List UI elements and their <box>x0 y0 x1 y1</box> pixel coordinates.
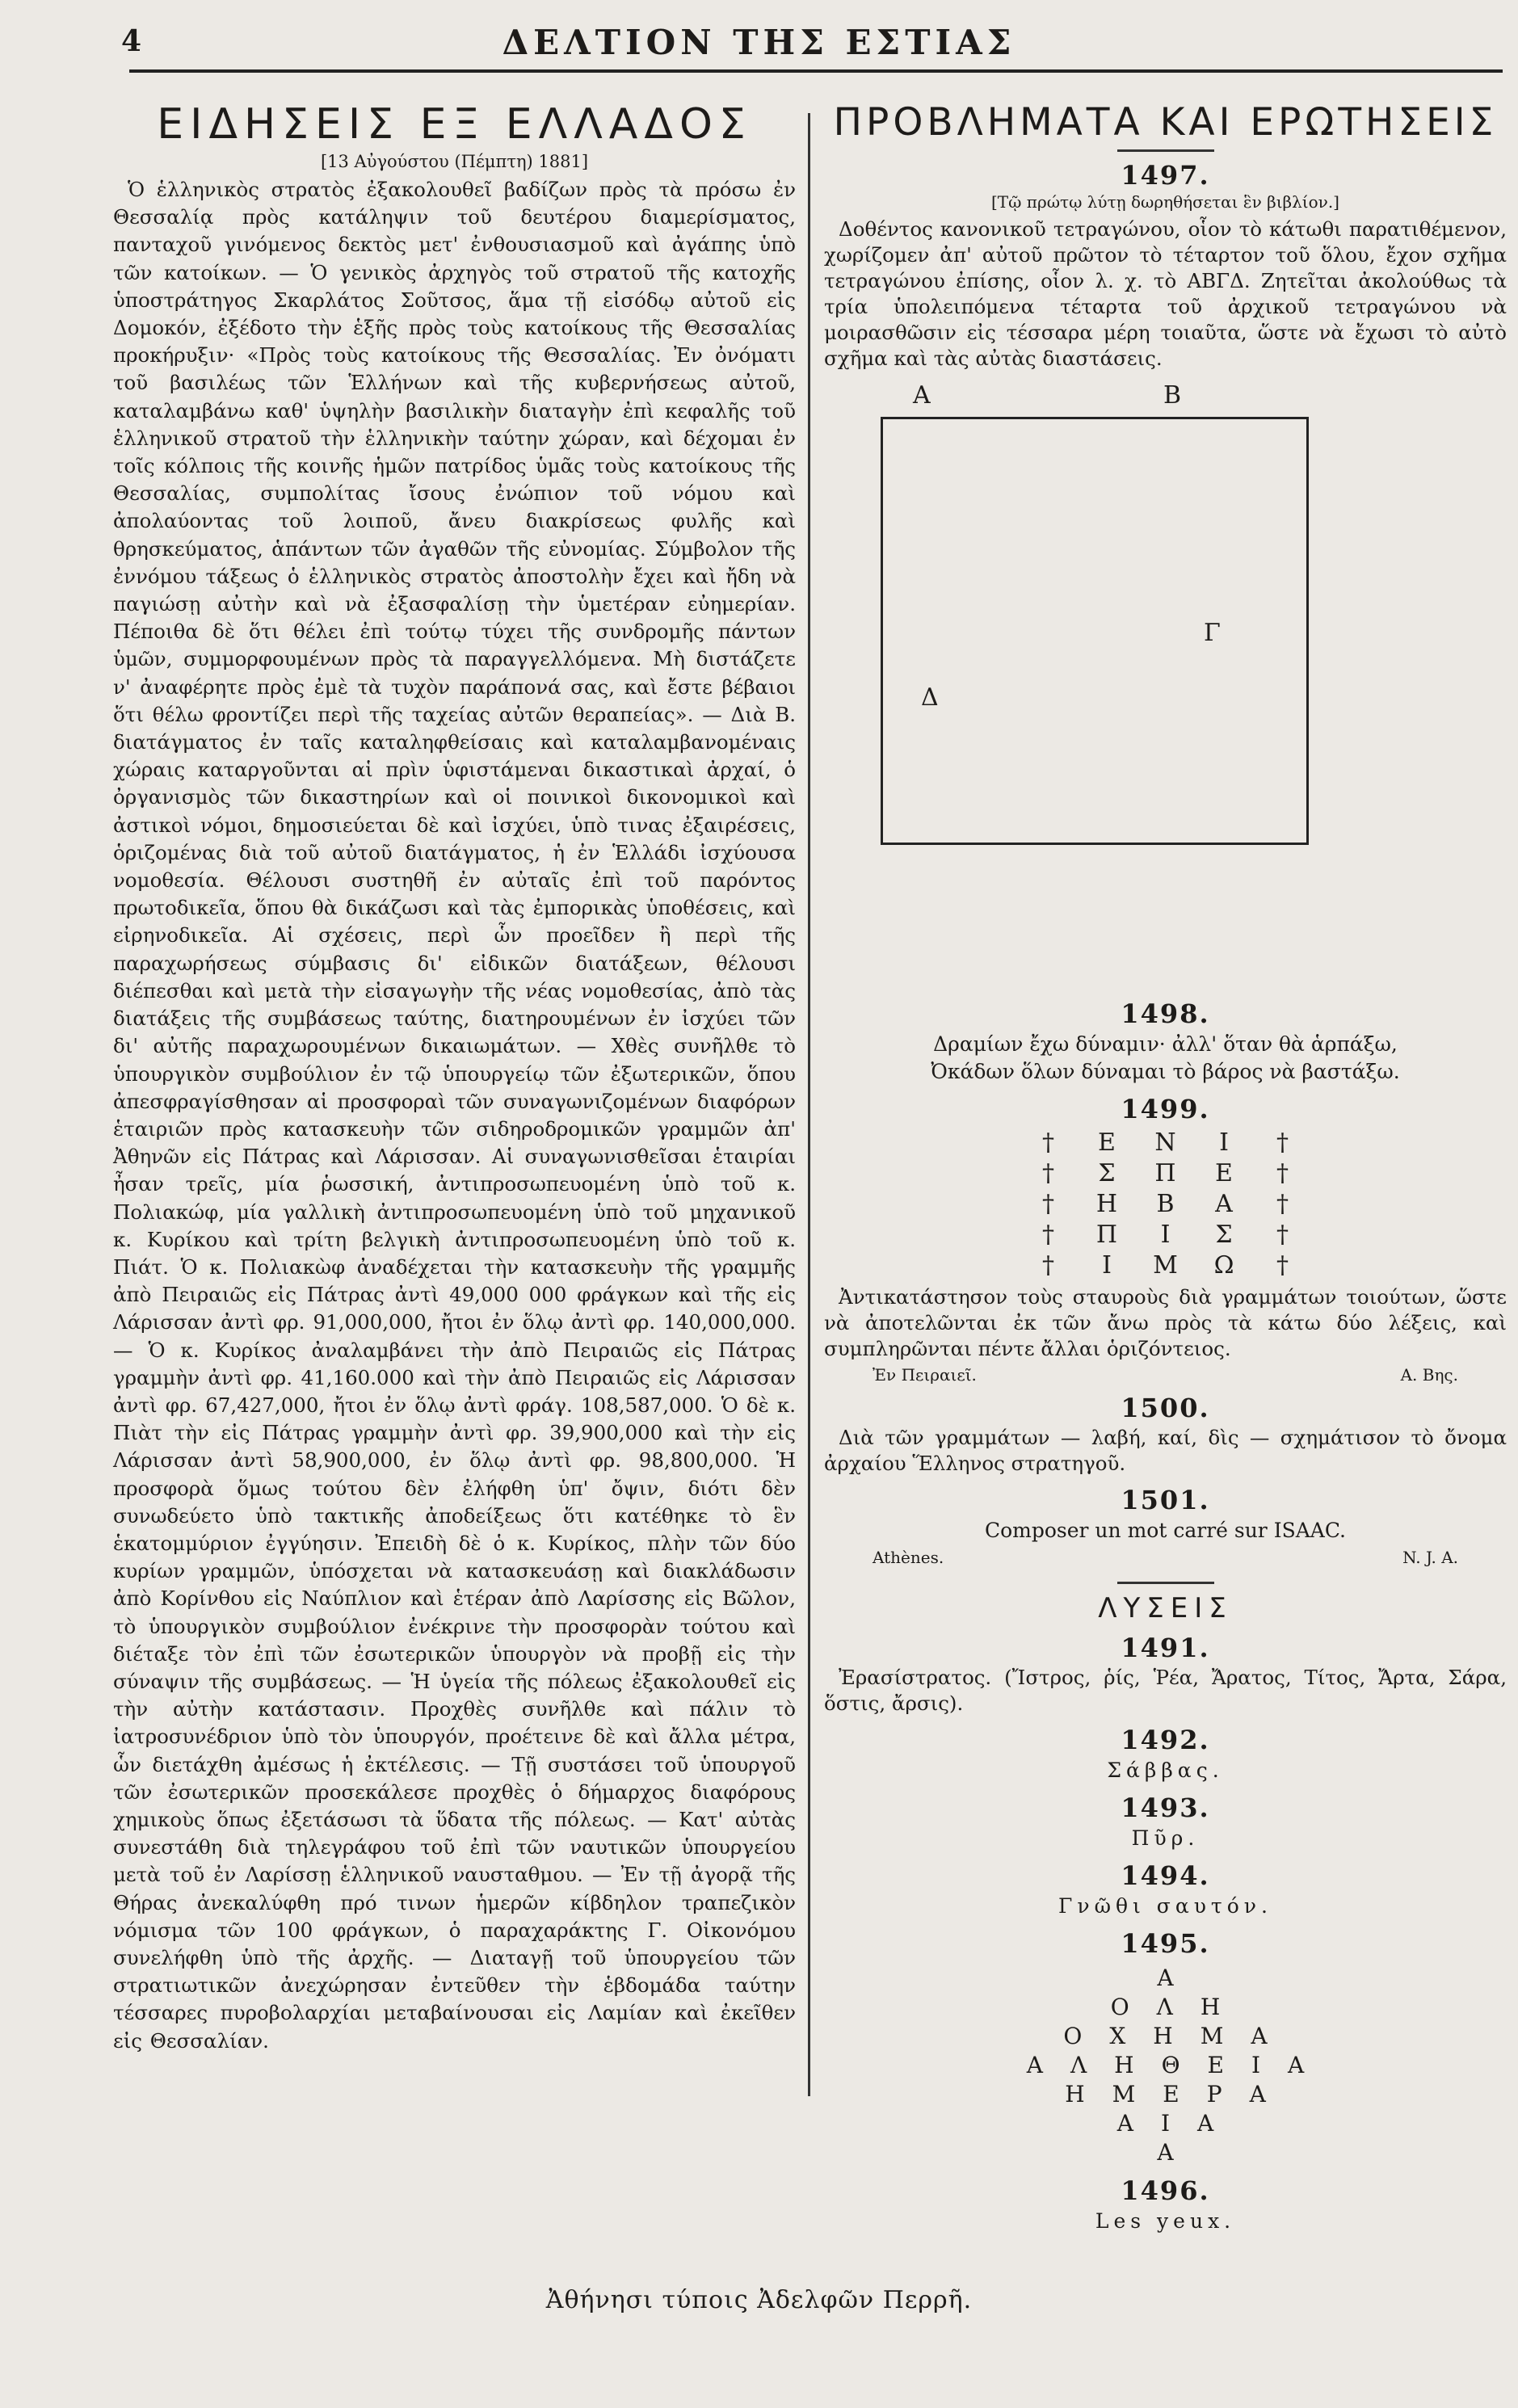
square-diagram <box>881 417 1309 845</box>
pyramid-row: ΟΛΗ <box>1110 1994 1248 2020</box>
news-body: Ὁ ἑλληνικὸς στρατὸς ἐξακολουθεῖ βαδίζων πρὸς τὰ πρόσω ἐν Θεσσαλίᾳ πρὸς κατάληψιν τοῦ δευτέρου διαμερίσματος, πανταχοῦ γινόμενος δεκτὸς μετ' ἐνθουσιασμοῦ καὶ ἀγάπης ὑπὸ τῶν κατοίκων. — Ὁ γενικὸς ἀρχηγὸς τοῦ στρατοῦ τῆς κατοχῆς ὑποστράτηγος Σκαρλάτος Σοῦτσος, ἅμα τῇ εἰσόδῳ αὐτοῦ εἰς Δομοκόν, ἐξέδοτο τὴν ἑξῆς πρὸς τοὺς κατοίκους τῆς Θεσσαλίας προκήρυξιν· «Πρὸς τοὺς κατοίκους τῆς Θεσσαλίας. Ἐν ὀνόματι τοῦ βασιλέως τῶν Ἑλλήνων καὶ τῆς κυβερνήσεως αὐτοῦ, καταλαμβάνω καθ' ὑψηλὴν βασιλικὴν διαταγὴν ἐπὶ κεφαλῆς τοῦ ἑλληνικοῦ στρατοῦ τὴν ἑλληνικὴν ταύτην χώραν, καὶ δέχομαι ἐν τοῖς κόλποις τῆς κοινῆς ἡμῶν πατρίδος ὑμᾶς τοὺς κατοίκους τῆς Θεσσαλίας, συμπολίτας ἴσους ἐνώπιον τοῦ νόμου καὶ ἀπολαύοντας τοῦ λοιποῦ, ἄνευ διακρίσεως φυλῆς καὶ θρησκεύματος, ἁπάντων τῶν ἀγαθῶν τῆς εὐνομίας. Σύμβολον τῆς ἐννόμου τάξεως ὁ ἑλληνικὸς στρατὸς ἀποστολὴν ἔχει καὶ ἤδη νὰ παγιώσῃ αὐτὴν καὶ νὰ ἐξασφαλίσῃ τὴν ὑμετέραν εὐημερίαν. Πέποιθα δὲ ὅτι θέλει ἐπὶ τούτῳ τύχει τῆς συνδρομῆς πάντων ὑμῶν, συμμορφουμένων πρὸς τὰ παραγγελλόμενα. Μὴ διστάζετε ν' ἀναφέρητε πρὸς ἐμὲ τὰ τυχὸν παράπονά σας, καὶ ἔστε βέβαιοι ὅτι θέλω φροντίζει περὶ τῆς ταχείας αὐτῶν θεραπείας». — Διὰ Β. διατάγματος ἐν ταῖς καταληφθείσαις καὶ καταλαμβανομέναις χώραις καταργοῦνται αἱ πρὶν ὑφιστάμεναι δικαστικαὶ ἀρχαί, ὁ ὀργανισμὸς τῶν δικαστηρίων καὶ οἱ ποινικοὶ δικονομικοὶ καὶ ἀστικοὶ νόμοι, δημοσιεύεται δὲ καὶ ἰσχύει, ὑπὸ τινας ἐξαιρέσεις, ὁριζομένας διὰ τοῦ αὐτοῦ διατάγματος, ἡ ἐν Ἑλλάδι ἰσχύουσα νομοθεσία. Θέλουσι συστηθῆ ἐν αὐταῖς ἐπὶ τοῦ παρόντος πρωτοδικεῖα, ὅπου θὰ δικάζωσι καὶ τὰς ἐμπορικὰς ὑποθέσεις, καὶ εἰρηνοδικεῖα. Αἱ σχέσεις, περὶ ὧν προεῖδεν ἢ περὶ τῆς παραχωρήσεως σύμβασις δι' εἰδικῶν διατάξεων, θέλουσι διέπεσθαι καὶ μετὰ τὴν εἰσαγωγὴν τῆς νέας νομοθεσίας, ἀπὸ τὰς διατάξεις τῆς συμβάσεως ταύτης, διατηρουμένων ἐν ἰσχύει τῶν δι' αὐτῆς παραχωρουμένων δικαιωμάτων. — Χθὲς συνῆλθε τὸ ὑπουργικὸν συμβούλιον ἐν τῷ ὑπουργείῳ τῶν ἐξωτερικῶν, ὅπου ἀπεσφραγίσθησαν αἱ προσφοραὶ τῶν συναγωνιζομένων διαφόρων ἑταιριῶν πρὸς κατασκευὴν τῶν σιδηροδρομικῶν γραμμῶν ἀπ' Ἀθηνῶν εἰς Πάτρας καὶ Λάρισσαν. Αἱ συναγωνισθεῖσαι ἑταιρίαι ἦσαν τρεῖς, μία ῥωσσική, ἀντιπροσωπευομένη ὑπὸ τοῦ κ. Πολιακώφ, μία γαλλικὴ ἀντιπροσωπευομένη ὑπὸ τοῦ μηχανικοῦ κ. Κυρίκου καὶ τρίτη βελγικὴ ἀντιπροσωπευομένη ὑπὸ τοῦ κ. Πιάτ. Ὁ κ. Πολιακὼφ ἀναδέχεται τὴν κατασκευὴν τῆς γραμμῆς ἀπὸ Πειραιῶς εἰς Πάτρας ἀντὶ 49,000 000 φράγκων καὶ τῆς εἰς Λάρισσαν ἀντὶ φρ. 91,000,000, ἤτοι ἐν ὅλῳ ἀντὶ φρ. 140,000,000. — Ὁ κ. Κυρίκος ἀναλαμβάνει τὴν ἀπὸ Πειραιῶς εἰς Πάτρας γραμμὴν ἀντὶ φρ. 41,160.000 καὶ τὴν ἀπὸ Πειραιῶς εἰς Λάρισσαν ἀντὶ φρ. 67,427,000, ἤτοι ἐν ὅλῳ ἀντὶ φράγ. 108,587,000. Ὁ δὲ κ. Πιὰτ τὴν εἰς Πάτρας γραμμὴν ἀντὶ φρ. 39,900,000 καὶ τὴν εἰς Λάρισσαν ἀντὶ 58,900,000, ἐν ὅλῳ ἀντὶ φρ. 98,800,000. Ἡ προσφορὰ ὅμως τούτου δὲν ἐλήφθη ὑπ' ὄψιν, διότι δὲν συνωδεύετο ὑπὸ τακτικῆς ἀποδείξεως ὅτι κατέθηκε τὸ ἓν ἑκατομμύριον ἐγγύησιν. Ἐπειδὴ δὲ ὁ κ. Κυρίκος, πλὴν τῶν δύο κυρίων γραμμῶν, ὑπόσχεται νὰ κατασκευάσῃ καὶ διακλάδωσιν ἀπὸ Κορίνθου εἰς Ναύπλιον καὶ ἑτέραν ἀπὸ Λαρίσσης εἰς Βῶλον, τὸ ὑπουργικὸν συμβούλιον ἐνέκρινε τὴν προσφορὰν τούτου καὶ διέταξε τὸν ἐπὶ τῶν ἐσωτερικῶν ὑπουργὸν νὰ προβῇ εἰς τὴν σύναψιν τῆς συμβάσεως. — Ἡ ὑγεία τῆς πόλεως ἐξακολουθεῖ εἰς τὴν αὐτὴν κατάστασιν. Προχθὲς συνῆλθε καὶ πάλιν τὸ ἰατροσυνέδριον ὑπὸ τὸν ὑπουργόν, προέτεινε δὲ καὶ ἄλλα μέτρα, ὧν διετάχθη ἀμέσως ἡ ἐκτέλεσις. — Τῇ συστάσει τοῦ ὑπουργοῦ τῶν ἐσωτερικῶν προσεκάλεσε προχθὲς ὁ δήμαρχος διαφόρους χημικοὺς ὅπως ἐξετάσωσι τὰ ὕδατα τῆς πόλεως. — Κατ' αὐτὰς συνεστάθη διὰ τηλεγράφου τοῦ ἐπὶ τῶν ναυτικῶν ὑπουργείου μετὰ τοῦ ἐν Λαρίσσῃ ἑλληνικοῦ ναυσταθμου. — Ἐν τῇ ἀγορᾷ τῆς Θήρας ἀνεκαλύφθη πρό τινων ἡμερῶν κίβδηλον τραπεζικὸν νόμισμα τῶν 100 φράγκων, ὁ παραχαράκτης Γ. Οἰκονόμου συνελήφθη ὑπὸ τῆς ἀρχῆς. — Διαταγῇ τοῦ ὑπουργείου τῶν στρατιωτικῶν ἀνεχώρησαν ἐντεῦθεν τὴν ἑβδομάδα ταύτην τέσσαρες πυροβολαρχίαι μεταβαίνουσαι εἰς Λαμίαν καὶ ἐκεῖθεν εἰς Θεσσαλίαν. <box>113 178 796 2053</box>
problem-1497-number: 1497. <box>1121 160 1210 191</box>
cross-cell: † <box>1276 1128 1289 1157</box>
problem-1499-author: Α. Βης. <box>1400 1365 1458 1385</box>
solution-1493-number: 1493. <box>1121 1792 1210 1823</box>
problem-1501-author: N. J. A. <box>1402 1548 1458 1567</box>
cross-cell: Ι <box>1160 1221 1171 1249</box>
cross-puzzle-grid <box>1028 1128 1303 1281</box>
problem-1497-note: [Τῷ πρώτῳ λύτῃ δωρηθήσεται ἓν βιβλίον.] <box>991 192 1339 212</box>
solution-1494-text: Γνῶθι σαυτόν. <box>1058 1894 1272 1918</box>
problem-1500-number: 1500. <box>1121 1393 1210 1423</box>
journal-title: ΔΕΛΤΙΟΝ ΤΗΣ ΕΣΤΙΑΣ <box>502 23 1016 62</box>
problem-1497-text: Δοθέντος κανονικοῦ τετραγώνου, οἷον τὸ κάτωθι παρατιθέμενον, χωρίζομεν ἀπ' αὐτοῦ πρῶτον τὸ τέταρτον τοῦ ὅλου, ἔχον σχῆμα τετραγώνου ἐπίσης, οἷον λ. χ. τὸ ΑΒΓΔ. Ζητεῖται ἀκολούθως τὰ τρία ὑπολειπόμενα τέταρτα τοῦ ἀρχικοῦ τετραγώνου νὰ μοιρασθῶσιν εἰς τέσσαρα μέρη τοιαῦτα, ὥστε νὰ ἔχωσι τὸ αὐτὸ σχῆμα καὶ τὰς αὐτὰς διαστάσεις. <box>824 217 1507 370</box>
solution-1493-text: Πῦρ. <box>1131 1826 1200 1850</box>
news-column <box>113 97 796 2055</box>
cross-cell: † <box>1042 1128 1054 1157</box>
solution-1495-pyramid <box>852 1964 1507 2167</box>
cross-cell: † <box>1276 1190 1289 1218</box>
pyramid-row: ΑΙΑ <box>1116 2110 1242 2137</box>
cross-row <box>1028 1250 1303 1281</box>
label-d: Δ <box>921 683 939 712</box>
solution-1495-number: 1495. <box>1121 1928 1210 1959</box>
cross-cell: † <box>1042 1251 1054 1280</box>
problem-1501-place: Athènes. <box>873 1548 944 1567</box>
page-number: 4 <box>121 24 142 58</box>
cross-cell: Α <box>1215 1190 1233 1218</box>
cross-cell: Η <box>1095 1190 1118 1218</box>
pyramid-row: ΗΜΕΡΑ <box>1065 2081 1293 2108</box>
cross-row <box>1028 1220 1303 1250</box>
problem-1498-line1: Δραμίων ἔχω δύναμιν· ἀλλ' ὅταν θὰ ἁρπάξω, <box>933 1032 1398 1056</box>
cross-cell: Σ <box>1098 1159 1116 1187</box>
cross-cell: Ε <box>1098 1128 1116 1157</box>
problem-1501-byline <box>873 1548 1458 1567</box>
cross-cell: Π <box>1095 1221 1118 1249</box>
pyramid-row: ΟΧΗΜΑ <box>1063 2023 1295 2049</box>
cross-cell: † <box>1042 1190 1054 1218</box>
header-rule <box>129 69 1503 73</box>
solutions-rule <box>1117 1582 1214 1584</box>
problem-1501-text: Composer un mot carré sur ISAAC. <box>984 1519 1347 1542</box>
solution-1491-number: 1491. <box>1121 1633 1210 1663</box>
label-g: Γ <box>1204 619 1221 647</box>
title-rule <box>1117 149 1214 152</box>
problem-1499-number: 1499. <box>1121 1094 1210 1124</box>
solution-1494-number: 1494. <box>1121 1860 1210 1891</box>
cross-row <box>1028 1128 1303 1158</box>
solution-1496-number: 1496. <box>1121 2175 1210 2206</box>
cross-cell: † <box>1276 1221 1289 1249</box>
problem-1500-text: Διὰ τῶν γραμμάτων — λαβή, καί, δὶς — σχημάτισον τὸ ὄνομα ἀρχαίου Ἕλληνος στρατηγοῦ. <box>824 1426 1507 1475</box>
cross-cell: † <box>1042 1159 1054 1187</box>
solution-1496-text: Les yeux. <box>1095 2209 1236 2233</box>
cross-cell: Ω <box>1213 1251 1234 1280</box>
pyramid-row: ΑΛΗΘΕΙΑ <box>1026 2052 1332 2078</box>
problem-1501-number: 1501. <box>1121 1485 1210 1515</box>
cross-cell: Μ <box>1153 1251 1178 1280</box>
problem-1498-number: 1498. <box>1121 998 1210 1029</box>
square-figure <box>824 376 1507 990</box>
pyramid-row: Α <box>1157 2139 1201 2166</box>
label-a: Α <box>913 381 931 410</box>
problem-1499-place: Ἐν Πειραιεῖ. <box>873 1365 977 1385</box>
cross-cell: Σ <box>1215 1221 1233 1249</box>
imprint-footer: Ἀθήνησι τύποις Ἀδελφῶν Περρῆ. <box>545 2286 973 2314</box>
problems-title: ΠΡΟΒΛΗΜΑΤΑ ΚΑΙ ΕΡΩΤΗΣΕΙΣ <box>833 100 1498 145</box>
cross-cell: Ι <box>1102 1251 1112 1280</box>
news-date: [13 Αὐγούστου (Πέμπτη) 1881] <box>320 152 589 171</box>
solution-1492-text: Σάββας. <box>1107 1759 1224 1782</box>
page-header <box>0 18 1518 66</box>
cross-cell: Β <box>1156 1190 1175 1218</box>
column-divider <box>808 113 810 2096</box>
problem-1498-line2: Ὀκάδων ὅλων δύναμαι τὸ βάρος νὰ βαστάξω. <box>931 1060 1400 1083</box>
cross-cell: † <box>1276 1159 1289 1187</box>
cross-row <box>1028 1158 1303 1189</box>
cross-cell: Ε <box>1215 1159 1233 1187</box>
problem-1499-byline <box>873 1365 1458 1385</box>
problems-column <box>824 97 1507 2235</box>
cross-row <box>1028 1189 1303 1220</box>
cross-cell: † <box>1042 1221 1054 1249</box>
news-title: ΕΙΔΗΣΕΙΣ ΕΞ ΕΛΛΑΔΟΣ <box>157 100 752 149</box>
pyramid-row: Α <box>1157 1965 1201 1991</box>
cross-cell: Π <box>1154 1159 1176 1187</box>
solutions-title: ΛΥΣΕΙΣ <box>1098 1592 1233 1624</box>
problem-1499-text: Ἀντικατάστησον τοὺς σταυροὺς διὰ γραμμάτων τοιούτων, ὥστε νὰ ἀποτελῶνται ἐκ τῶν ἄνω πρὸς τὰ κάτω δύο λέξεις, καὶ συμπληρῶνται πέντε ἄλλαι ὁριζόντειος. <box>824 1285 1507 1360</box>
solution-1491-text: Ἐρασίστρατος. (Ἴστρος, ῥίς, Ῥέα, Ἄρατος, Τίτος, Ἄρτα, Σάρα, ὅστις, ἄρσις). <box>824 1666 1507 1715</box>
cross-cell: Ι <box>1219 1128 1229 1157</box>
cross-cell: † <box>1276 1251 1289 1280</box>
cross-cell: Ν <box>1154 1128 1176 1157</box>
label-b: Β <box>1163 381 1182 410</box>
solution-1492-number: 1492. <box>1121 1725 1210 1755</box>
